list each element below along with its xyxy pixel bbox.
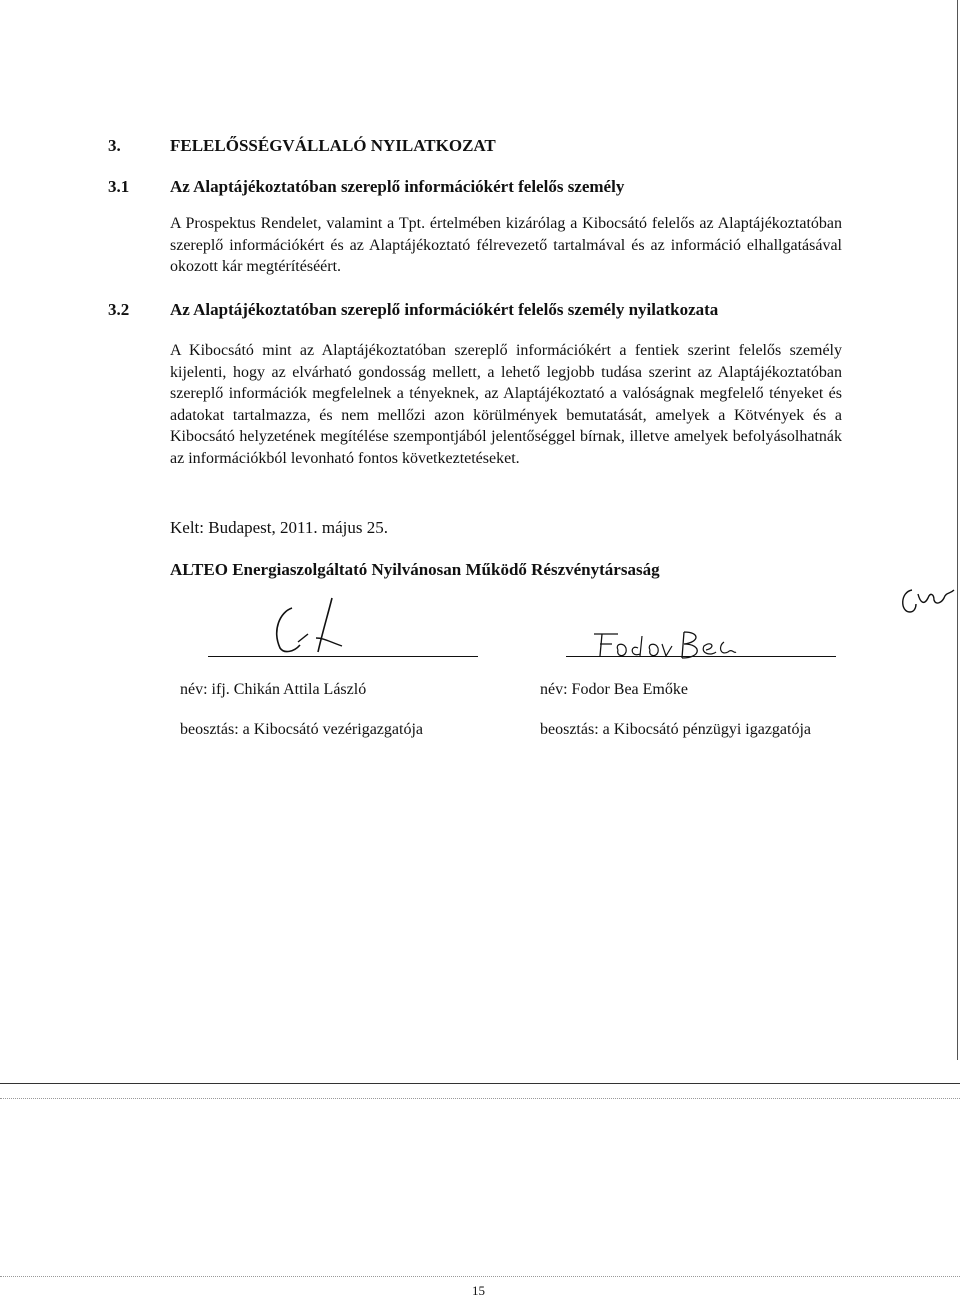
signatory-2-name: név: Fodor Bea Emőke — [540, 681, 688, 698]
page-number-dotted-rule — [0, 1276, 960, 1277]
footer-rule — [0, 1083, 960, 1084]
section-3-title: FELELŐSSÉGVÁLLALÓ NYILATKOZAT — [170, 136, 496, 155]
signatory-1-position: beosztás: a Kibocsátó vezérigazgatója — [180, 721, 423, 738]
section-3-1-body: A Prospektus Rendelet, valamint a Tpt. értelmében kizárólag a Kibocsátó felelős az Alaptájékoztatóban szereplő információkért és az Alaptájékoztató félrevezető tartalmával és az információ elhallgatásával okozott kár megtérítéséért. — [170, 215, 842, 275]
section-3-1-number: 3.1 — [108, 177, 130, 196]
signature-chikan — [250, 590, 370, 660]
signature-line-right — [566, 656, 836, 657]
place-date: Kelt: Budapest, 2011. május 25. — [170, 518, 388, 537]
signature-fodor — [588, 628, 738, 664]
page-edge-line — [957, 0, 958, 1060]
footer-dotted-rule — [0, 1098, 960, 1099]
signatory-1-name: név: ifj. Chikán Attila László — [180, 681, 367, 698]
page-number: 15 — [472, 1283, 485, 1298]
section-3-2-number: 3.2 — [108, 300, 130, 319]
section-3-2-body: A Kibocsátó mint az Alaptájékoztatóban szereplő információkért a fentiek szerint felelős személy kijelenti, hogy az elvárható gondosság mellett, a lehető legjobb tudása szerint az Alaptájékoztatóban szereplő információk megfelelnek a tényeknek, az Alaptájékoztató a valóságnak megfelelő tényeket és adatokat tartalmazza, és nem mellőzi azon körülmények bemutatását, amelyek a Kötvények és a Kibocsátó helyzetének megítélése szempontjából jelentőséggel bírnak, illetve amelyek befolyásolhatnák az információkból levonható fontos következtetéseket. — [170, 342, 842, 467]
section-3-2-title: Az Alaptájékoztatóban szereplő információkért felelős személy nyilatkozata — [170, 300, 719, 319]
section-3-1-title: Az Alaptájékoztatóban szereplő információkért felelős személy — [170, 177, 625, 196]
signatory-2-position: beosztás: a Kibocsátó pénzügyi igazgatója — [540, 721, 812, 738]
signature-line-left — [208, 656, 478, 657]
company-name: ALTEO Energiaszolgáltató Nyilvánosan Működő Részvénytársaság — [170, 560, 660, 579]
section-3-number: 3. — [108, 136, 121, 155]
margin-initials — [898, 580, 960, 620]
